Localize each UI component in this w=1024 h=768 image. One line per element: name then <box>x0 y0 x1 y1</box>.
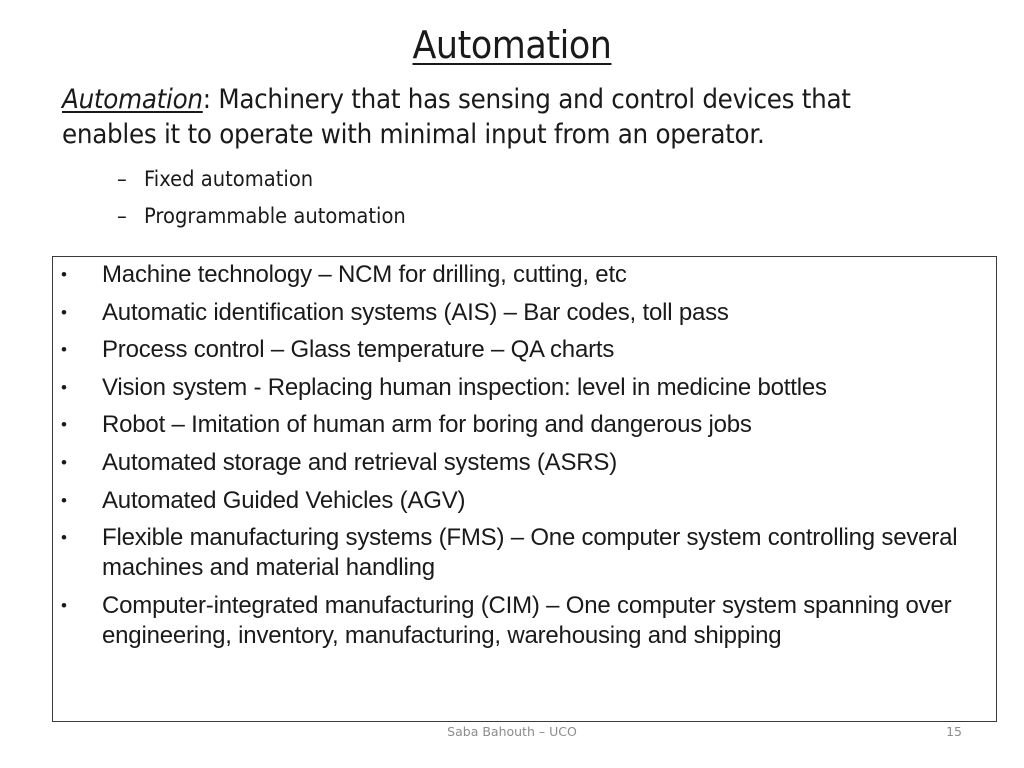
automation-types-list <box>117 161 406 235</box>
list-item-text: Automated storage and retrieval systems (ASRS) <box>102 448 618 476</box>
list-item <box>61 448 966 478</box>
examples-list <box>61 260 966 658</box>
list-item <box>117 161 406 198</box>
list-item-text: Automated Guided Vehicles (AGV) <box>102 486 466 514</box>
list-item <box>61 335 966 365</box>
bullet-marker: • <box>61 595 67 615</box>
bullet-marker: • <box>61 340 67 360</box>
slide-title: Automation <box>412 23 612 67</box>
list-item <box>61 591 966 651</box>
bullet-marker: • <box>61 302 67 322</box>
bullet-marker: • <box>61 452 67 472</box>
list-item <box>61 410 966 440</box>
definition-paragraph <box>62 82 918 152</box>
list-item <box>61 373 966 403</box>
bullet-marker: • <box>61 265 67 284</box>
list-item-text: Programmable automation <box>143 204 406 228</box>
list-item-text: Machine technology – NCM for drilling, cutting, etc <box>102 261 627 288</box>
list-item <box>117 198 406 235</box>
definition-separator: : <box>202 84 211 115</box>
list-item <box>61 298 966 328</box>
dash-marker: – <box>117 167 127 191</box>
dash-marker: – <box>117 204 127 228</box>
list-item-text: Fixed automation <box>143 167 314 191</box>
bullet-marker: • <box>61 528 67 548</box>
footer-author: Saba Bahouth – UCO <box>447 724 577 739</box>
list-item-text: Computer-integrated manufacturing (CIM) – One computer system spanning over engineering, inventory, manufacturing, warehousing and shipping <box>102 591 952 649</box>
examples-box <box>52 256 997 722</box>
list-item <box>61 486 966 516</box>
list-item-text: Vision system - Replacing human inspection: level in medicine bottles <box>102 373 827 401</box>
list-item-text: Process control – Glass temperature – QA charts <box>102 336 615 364</box>
bullet-marker: • <box>61 377 67 397</box>
bullet-marker: • <box>61 415 67 435</box>
list-item <box>61 523 966 583</box>
list-item-text: Flexible manufacturing systems (FMS) – One computer system controlling several machines and material handling <box>102 524 958 582</box>
list-item <box>61 260 966 290</box>
list-item-text: Robot – Imitation of human arm for boring and dangerous jobs <box>102 411 752 439</box>
list-item-text: Automatic identification systems (AIS) – Bar codes, toll pass <box>102 298 729 326</box>
bullet-marker: • <box>61 490 67 510</box>
definition-term: Automation <box>62 84 203 115</box>
page-number: 15 <box>946 724 962 739</box>
definition-text: Machinery that has sensing and control devices that enables it to operate with minimal input from an operator. <box>62 84 851 150</box>
